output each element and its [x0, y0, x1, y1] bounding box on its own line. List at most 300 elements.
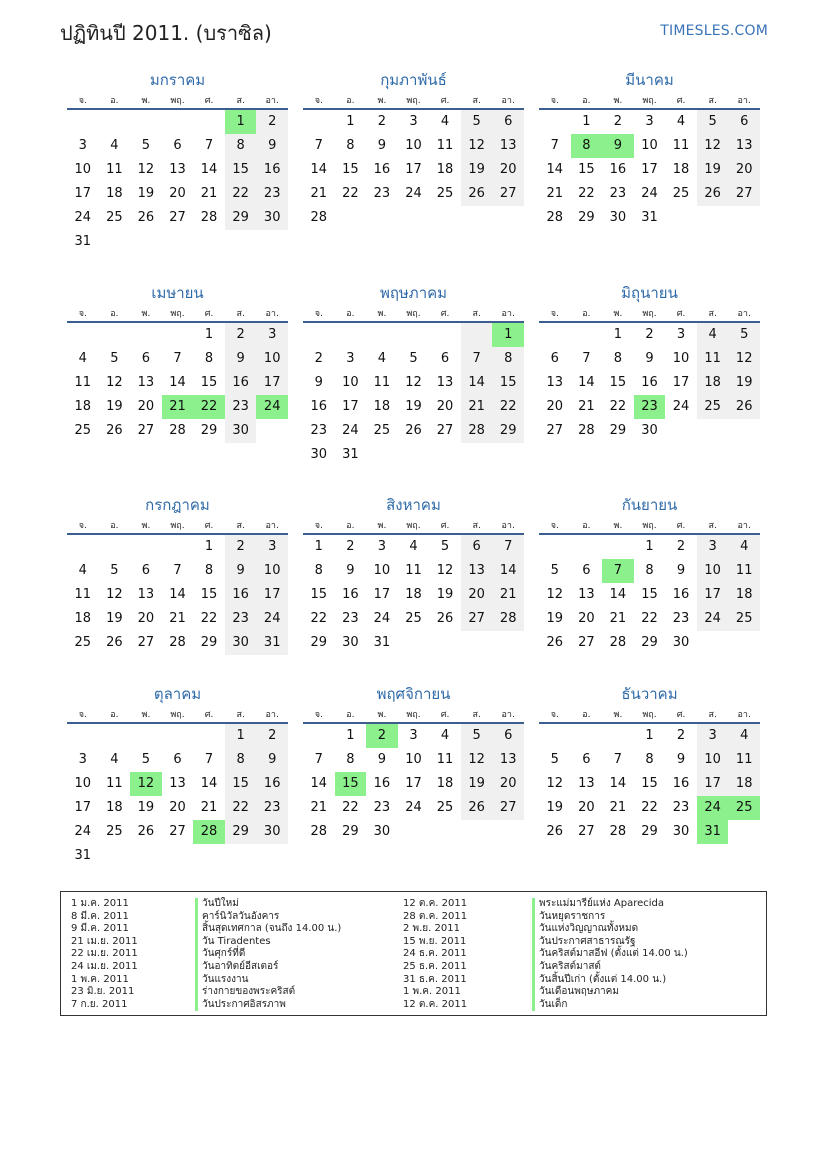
day-cell[interactable]: 11	[373, 375, 391, 390]
day-cell[interactable]: 3	[676, 327, 686, 342]
day-cell[interactable]: 21	[609, 800, 627, 815]
day-cell[interactable]: 18	[106, 800, 123, 815]
day-cell[interactable]: 16	[310, 399, 328, 414]
day-cell[interactable]: 22	[578, 186, 595, 201]
day-cell[interactable]: 19	[436, 587, 454, 602]
day-cell[interactable]: 12	[728, 347, 760, 371]
day-cell[interactable]: 1	[645, 728, 654, 743]
day-cell[interactable]: 12	[546, 587, 564, 602]
day-cell[interactable]: 31	[74, 848, 92, 863]
day-cell[interactable]: 4	[78, 563, 87, 578]
day-cell[interactable]: 11	[74, 375, 92, 390]
day-cell[interactable]: 3	[409, 728, 418, 743]
day-cell[interactable]: 20	[137, 399, 155, 414]
day-cell[interactable]: 30	[672, 824, 690, 839]
day-cell[interactable]: 24	[256, 607, 288, 631]
day-cell[interactable]: 9	[676, 563, 686, 578]
day-cell[interactable]: 16	[373, 776, 391, 791]
day-cell[interactable]: 15	[335, 772, 367, 796]
day-cell[interactable]: 23	[225, 607, 257, 631]
day-cell[interactable]: 4	[409, 539, 418, 554]
day-cell[interactable]: 22	[193, 395, 225, 419]
day-cell[interactable]: 9	[676, 752, 686, 767]
day-cell[interactable]: 13	[436, 375, 454, 390]
day-cell[interactable]: 2	[256, 110, 288, 134]
day-cell[interactable]: 18	[672, 162, 690, 177]
day-cell[interactable]: 20	[492, 158, 524, 182]
day-cell[interactable]: 16	[256, 772, 288, 796]
day-cell[interactable]: 30	[373, 824, 391, 839]
day-cell[interactable]: 9	[346, 563, 355, 578]
day-cell[interactable]: 19	[106, 611, 123, 626]
day-cell[interactable]: 21	[169, 611, 186, 626]
day-cell[interactable]: 18	[74, 399, 92, 414]
day-cell[interactable]: 14	[200, 776, 218, 791]
day-cell[interactable]: 19	[728, 371, 760, 395]
day-cell[interactable]: 26	[405, 423, 422, 438]
day-cell[interactable]: 17	[405, 162, 422, 177]
day-cell[interactable]: 3	[78, 138, 87, 153]
day-cell[interactable]: 8	[204, 351, 214, 366]
day-cell[interactable]: 15	[578, 162, 595, 177]
day-cell[interactable]: 28	[609, 635, 627, 650]
day-cell[interactable]: 10	[74, 776, 92, 791]
day-cell[interactable]: 25	[74, 635, 92, 650]
day-cell[interactable]: 22	[225, 796, 257, 820]
day-cell[interactable]: 11	[436, 752, 454, 767]
day-cell[interactable]: 11	[106, 776, 123, 791]
day-cell[interactable]: 13	[169, 776, 186, 791]
day-cell[interactable]: 5	[728, 323, 760, 347]
day-cell[interactable]: 20	[578, 800, 595, 815]
day-cell[interactable]: 6	[492, 110, 524, 134]
day-cell[interactable]: 25	[697, 395, 729, 419]
day-cell[interactable]: 29	[310, 635, 328, 650]
day-cell[interactable]: 9	[377, 752, 387, 767]
day-cell[interactable]: 19	[546, 611, 564, 626]
day-cell[interactable]: 22	[225, 182, 257, 206]
day-cell[interactable]: 2	[366, 724, 398, 748]
day-cell[interactable]: 6	[141, 563, 151, 578]
day-cell[interactable]: 3	[377, 539, 387, 554]
day-cell[interactable]: 16	[225, 583, 257, 607]
day-cell[interactable]: 7	[613, 752, 623, 767]
day-cell[interactable]: 17	[342, 399, 359, 414]
day-cell[interactable]: 27	[169, 210, 186, 225]
day-cell[interactable]: 29	[200, 423, 218, 438]
day-cell[interactable]: 11	[728, 748, 760, 772]
day-cell[interactable]: 5	[141, 138, 151, 153]
day-cell[interactable]: 3	[645, 114, 654, 129]
day-cell[interactable]: 3	[346, 351, 355, 366]
day-cell[interactable]: 22	[609, 399, 627, 414]
day-cell[interactable]: 26	[106, 423, 123, 438]
day-cell[interactable]: 23	[609, 186, 627, 201]
day-cell[interactable]: 12	[461, 134, 493, 158]
day-cell[interactable]: 21	[162, 395, 194, 419]
day-cell[interactable]: 5	[110, 351, 119, 366]
day-cell[interactable]: 22	[641, 611, 658, 626]
day-cell[interactable]: 8	[225, 748, 257, 772]
day-cell[interactable]: 25	[373, 423, 391, 438]
day-cell[interactable]: 28	[200, 210, 218, 225]
day-cell[interactable]: 12	[106, 375, 123, 390]
day-cell[interactable]: 6	[550, 351, 559, 366]
day-cell[interactable]: 2	[346, 539, 355, 554]
day-cell[interactable]: 5	[550, 752, 559, 767]
day-cell[interactable]: 26	[106, 635, 123, 650]
day-cell[interactable]: 17	[697, 772, 729, 796]
day-cell[interactable]: 14	[546, 162, 564, 177]
day-cell[interactable]: 2	[314, 351, 323, 366]
day-cell[interactable]: 26	[546, 824, 564, 839]
day-cell[interactable]: 2	[377, 114, 387, 129]
day-cell[interactable]: 23	[256, 796, 288, 820]
day-cell[interactable]: 4	[78, 351, 87, 366]
day-cell[interactable]: 6	[492, 724, 524, 748]
day-cell[interactable]: 31	[697, 820, 729, 844]
day-cell[interactable]: 19	[546, 800, 564, 815]
day-cell[interactable]: 15	[492, 371, 524, 395]
day-cell[interactable]: 15	[342, 162, 359, 177]
day-cell[interactable]: 30	[672, 635, 690, 650]
day-cell[interactable]: 17	[672, 375, 690, 390]
day-cell[interactable]: 9	[314, 375, 323, 390]
day-cell[interactable]: 30	[256, 206, 288, 230]
day-cell[interactable]: 18	[728, 772, 760, 796]
day-cell[interactable]: 19	[697, 158, 729, 182]
day-cell[interactable]: 14	[200, 162, 218, 177]
day-cell[interactable]: 21	[546, 186, 564, 201]
day-cell[interactable]: 23	[672, 611, 690, 626]
day-cell[interactable]: 4	[676, 114, 686, 129]
day-cell[interactable]: 24	[641, 186, 658, 201]
day-cell[interactable]: 17	[256, 371, 288, 395]
day-cell[interactable]: 10	[405, 138, 422, 153]
day-cell[interactable]: 21	[492, 583, 524, 607]
day-cell[interactable]: 7	[550, 138, 559, 153]
day-cell[interactable]: 5	[110, 563, 119, 578]
day-cell[interactable]: 24	[697, 796, 729, 820]
day-cell[interactable]: 28	[310, 210, 328, 225]
day-cell[interactable]: 4	[728, 724, 760, 748]
day-cell[interactable]: 10	[373, 563, 391, 578]
day-cell[interactable]: 8	[492, 347, 524, 371]
day-cell[interactable]: 22	[342, 186, 359, 201]
day-cell[interactable]: 25	[436, 800, 454, 815]
day-cell[interactable]: 9	[645, 351, 654, 366]
day-cell[interactable]: 25	[728, 607, 760, 631]
day-cell[interactable]: 18	[728, 583, 760, 607]
day-cell[interactable]: 11	[672, 138, 690, 153]
day-cell[interactable]: 28	[578, 423, 595, 438]
day-cell[interactable]: 22	[200, 611, 218, 626]
day-cell[interactable]: 14	[609, 587, 627, 602]
day-cell[interactable]: 1	[613, 327, 623, 342]
day-cell[interactable]: 19	[461, 158, 493, 182]
day-cell[interactable]: 9	[256, 134, 288, 158]
day-cell[interactable]: 25	[106, 210, 123, 225]
day-cell[interactable]: 6	[582, 563, 591, 578]
day-cell[interactable]: 29	[609, 423, 627, 438]
day-cell[interactable]: 1	[346, 728, 355, 743]
day-cell[interactable]: 27	[492, 182, 524, 206]
day-cell[interactable]: 6	[141, 351, 151, 366]
day-cell[interactable]: 2	[645, 327, 654, 342]
day-cell[interactable]: 16	[342, 587, 359, 602]
day-cell[interactable]: 25	[106, 824, 123, 839]
day-cell[interactable]: 19	[405, 399, 422, 414]
day-cell[interactable]: 30	[256, 820, 288, 844]
day-cell[interactable]: 2	[676, 539, 686, 554]
day-cell[interactable]: 1	[582, 114, 591, 129]
day-cell[interactable]: 21	[310, 800, 328, 815]
day-cell[interactable]: 20	[546, 399, 564, 414]
day-cell[interactable]: 13	[492, 134, 524, 158]
day-cell[interactable]: 28	[310, 824, 328, 839]
day-cell[interactable]: 15	[225, 772, 257, 796]
day-cell[interactable]: 10	[342, 375, 359, 390]
day-cell[interactable]: 14	[169, 587, 186, 602]
day-cell[interactable]: 8	[645, 752, 654, 767]
day-cell[interactable]: 1	[314, 539, 323, 554]
day-cell[interactable]: 18	[373, 399, 391, 414]
day-cell[interactable]: 27	[728, 182, 760, 206]
day-cell[interactable]: 24	[342, 423, 359, 438]
day-cell[interactable]: 17	[74, 186, 92, 201]
day-cell[interactable]: 8	[346, 752, 355, 767]
day-cell[interactable]: 8	[613, 351, 623, 366]
day-cell[interactable]: 14	[310, 162, 328, 177]
day-cell[interactable]: 13	[492, 748, 524, 772]
day-cell[interactable]: 5	[461, 724, 493, 748]
day-cell[interactable]: 7	[173, 563, 182, 578]
day-cell[interactable]: 21	[200, 800, 218, 815]
day-cell[interactable]: 6	[728, 110, 760, 134]
day-cell[interactable]: 4	[728, 535, 760, 559]
day-cell[interactable]: 14	[461, 371, 493, 395]
day-cell[interactable]: 9	[377, 138, 387, 153]
day-cell[interactable]: 27	[137, 635, 155, 650]
day-cell[interactable]: 30	[310, 447, 328, 462]
day-cell[interactable]: 22	[310, 611, 328, 626]
day-cell[interactable]: 4	[110, 752, 119, 767]
day-cell[interactable]: 12	[697, 134, 729, 158]
day-cell[interactable]: 10	[697, 748, 729, 772]
day-cell[interactable]: 1	[645, 539, 654, 554]
day-cell[interactable]: 29	[641, 824, 658, 839]
day-cell[interactable]: 18	[405, 587, 422, 602]
day-cell[interactable]: 12	[106, 587, 123, 602]
day-cell[interactable]: 12	[436, 563, 454, 578]
day-cell[interactable]: 30	[342, 635, 359, 650]
day-cell[interactable]: 26	[137, 824, 155, 839]
day-cell[interactable]: 13	[461, 559, 493, 583]
day-cell[interactable]: 30	[225, 419, 257, 443]
day-cell[interactable]: 15	[310, 587, 328, 602]
site-link[interactable]: TIMESLES.COM	[660, 23, 768, 39]
day-cell[interactable]: 26	[137, 210, 155, 225]
day-cell[interactable]: 7	[582, 351, 591, 366]
day-cell[interactable]: 8	[225, 134, 257, 158]
day-cell[interactable]: 7	[204, 752, 214, 767]
day-cell[interactable]: 23	[225, 395, 257, 419]
day-cell[interactable]: 24	[74, 824, 92, 839]
day-cell[interactable]: 7	[602, 559, 634, 583]
day-cell[interactable]: 4	[440, 114, 450, 129]
day-cell[interactable]: 27	[492, 796, 524, 820]
day-cell[interactable]: 29	[200, 635, 218, 650]
day-cell[interactable]: 19	[137, 800, 155, 815]
day-cell[interactable]: 16	[609, 162, 627, 177]
day-cell[interactable]: 2	[676, 728, 686, 743]
day-cell[interactable]: 7	[461, 347, 493, 371]
day-cell[interactable]: 26	[697, 182, 729, 206]
day-cell[interactable]: 28	[546, 210, 564, 225]
day-cell[interactable]: 1	[204, 539, 214, 554]
day-cell[interactable]: 19	[106, 399, 123, 414]
day-cell[interactable]: 28	[169, 423, 186, 438]
day-cell[interactable]: 26	[728, 395, 760, 419]
day-cell[interactable]: 1	[492, 323, 524, 347]
day-cell[interactable]: 31	[641, 210, 658, 225]
day-cell[interactable]: 21	[609, 611, 627, 626]
day-cell[interactable]: 10	[672, 351, 690, 366]
day-cell[interactable]: 12	[137, 162, 155, 177]
day-cell[interactable]: 1	[204, 327, 214, 342]
day-cell[interactable]: 1	[346, 114, 355, 129]
day-cell[interactable]: 29	[342, 824, 359, 839]
day-cell[interactable]: 13	[169, 162, 186, 177]
day-cell[interactable]: 5	[440, 539, 450, 554]
day-cell[interactable]: 29	[225, 820, 257, 844]
day-cell[interactable]: 6	[461, 535, 493, 559]
day-cell[interactable]: 17	[405, 776, 422, 791]
day-cell[interactable]: 20	[169, 800, 186, 815]
day-cell[interactable]: 19	[461, 772, 493, 796]
day-cell[interactable]: 7	[314, 138, 323, 153]
day-cell[interactable]: 3	[409, 114, 418, 129]
day-cell[interactable]: 27	[578, 635, 595, 650]
day-cell[interactable]: 5	[550, 563, 559, 578]
day-cell[interactable]: 18	[436, 162, 454, 177]
day-cell[interactable]: 15	[641, 776, 658, 791]
day-cell[interactable]: 16	[641, 375, 658, 390]
day-cell[interactable]: 16	[672, 587, 690, 602]
day-cell[interactable]: 7	[492, 535, 524, 559]
day-cell[interactable]: 28	[169, 635, 186, 650]
day-cell[interactable]: 30	[225, 631, 257, 655]
day-cell[interactable]: 3	[78, 752, 87, 767]
day-cell[interactable]: 12	[405, 375, 422, 390]
day-cell[interactable]: 10	[641, 138, 658, 153]
day-cell[interactable]: 27	[578, 824, 595, 839]
day-cell[interactable]: 12	[546, 776, 564, 791]
day-cell[interactable]: 14	[169, 375, 186, 390]
day-cell[interactable]: 16	[672, 776, 690, 791]
day-cell[interactable]: 15	[641, 587, 658, 602]
day-cell[interactable]: 6	[440, 351, 450, 366]
day-cell[interactable]: 23	[310, 423, 328, 438]
day-cell[interactable]: 24	[697, 607, 729, 631]
day-cell[interactable]: 2	[225, 323, 257, 347]
day-cell[interactable]: 5	[141, 752, 151, 767]
day-cell[interactable]: 23	[634, 395, 666, 419]
day-cell[interactable]: 13	[546, 375, 564, 390]
day-cell[interactable]: 31	[256, 631, 288, 655]
day-cell[interactable]: 25	[728, 796, 760, 820]
day-cell[interactable]: 14	[492, 559, 524, 583]
day-cell[interactable]: 21	[461, 395, 493, 419]
day-cell[interactable]: 19	[137, 186, 155, 201]
day-cell[interactable]: 9	[602, 134, 634, 158]
day-cell[interactable]: 11	[436, 138, 454, 153]
day-cell[interactable]: 28	[461, 419, 493, 443]
day-cell[interactable]: 9	[256, 748, 288, 772]
day-cell[interactable]: 31	[342, 447, 359, 462]
day-cell[interactable]: 30	[609, 210, 627, 225]
day-cell[interactable]: 16	[373, 162, 391, 177]
day-cell[interactable]: 7	[204, 138, 214, 153]
day-cell[interactable]: 21	[578, 399, 595, 414]
day-cell[interactable]: 5	[697, 110, 729, 134]
day-cell[interactable]: 13	[728, 134, 760, 158]
day-cell[interactable]: 20	[728, 158, 760, 182]
day-cell[interactable]: 20	[169, 186, 186, 201]
day-cell[interactable]: 20	[436, 399, 454, 414]
day-cell[interactable]: 20	[578, 611, 595, 626]
day-cell[interactable]: 20	[461, 583, 493, 607]
day-cell[interactable]: 25	[74, 423, 92, 438]
day-cell[interactable]: 23	[373, 800, 391, 815]
day-cell[interactable]: 10	[405, 752, 422, 767]
day-cell[interactable]: 11	[74, 587, 92, 602]
day-cell[interactable]: 5	[461, 110, 493, 134]
day-cell[interactable]: 18	[697, 371, 729, 395]
day-cell[interactable]: 15	[609, 375, 627, 390]
day-cell[interactable]: 2	[225, 535, 257, 559]
day-cell[interactable]: 7	[173, 351, 182, 366]
day-cell[interactable]: 3	[256, 323, 288, 347]
day-cell[interactable]: 13	[578, 776, 595, 791]
day-cell[interactable]: 28	[609, 824, 627, 839]
day-cell[interactable]: 14	[310, 776, 328, 791]
day-cell[interactable]: 14	[578, 375, 595, 390]
day-cell[interactable]: 4	[377, 351, 387, 366]
day-cell[interactable]: 25	[405, 611, 422, 626]
day-cell[interactable]: 27	[436, 423, 454, 438]
day-cell[interactable]: 29	[578, 210, 595, 225]
day-cell[interactable]: 24	[405, 800, 422, 815]
day-cell[interactable]: 29	[492, 419, 524, 443]
day-cell[interactable]: 31	[74, 234, 92, 249]
day-cell[interactable]: 2	[613, 114, 623, 129]
day-cell[interactable]: 8	[346, 138, 355, 153]
day-cell[interactable]: 11	[697, 347, 729, 371]
day-cell[interactable]: 20	[492, 772, 524, 796]
day-cell[interactable]: 1	[225, 110, 257, 134]
day-cell[interactable]: 24	[405, 186, 422, 201]
day-cell[interactable]: 28	[193, 820, 225, 844]
day-cell[interactable]: 23	[342, 611, 359, 626]
day-cell[interactable]: 13	[137, 587, 155, 602]
day-cell[interactable]: 6	[582, 752, 591, 767]
day-cell[interactable]: 21	[200, 186, 218, 201]
day-cell[interactable]: 25	[672, 186, 690, 201]
day-cell[interactable]: 27	[169, 824, 186, 839]
day-cell[interactable]: 12	[130, 772, 162, 796]
day-cell[interactable]: 24	[373, 611, 391, 626]
